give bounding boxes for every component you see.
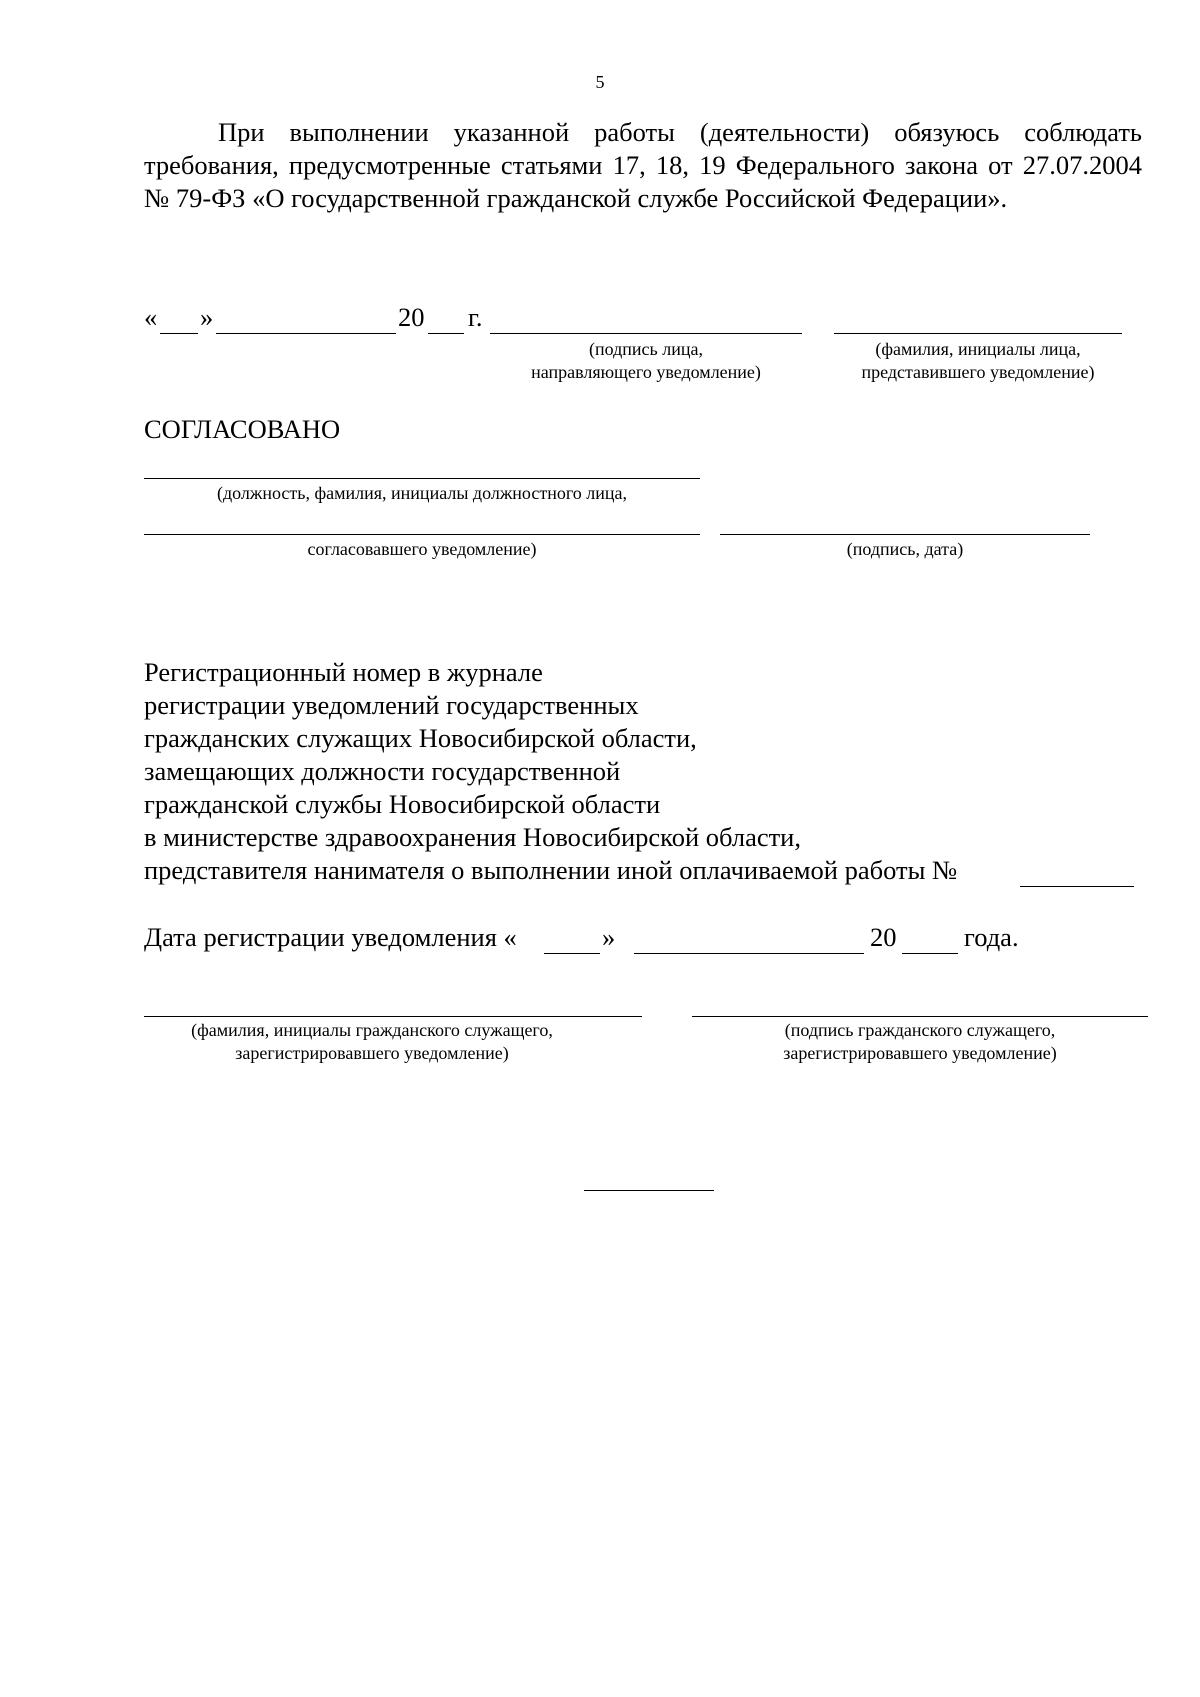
registration-line: Регистрационный номер в журнале xyxy=(144,657,543,687)
commitment-paragraph: При выполнении указанной работы (деятельности) обязуюсь соблюдать требования, предусмотренные статьями 17, 18, 19 Федерального закона от 27.07.2004 № 79-ФЗ «О государственной гражданской службе Российской Федерации». xyxy=(144,117,1142,213)
registration-date-label: Дата регистрации уведомления « xyxy=(144,922,517,952)
registration-line: гражданских служащих Новосибирской области, xyxy=(144,723,697,753)
approval-heading: СОГЛАСОВАНО xyxy=(144,414,341,444)
name-field[interactable] xyxy=(834,333,1122,334)
signature-field[interactable] xyxy=(490,333,802,334)
registration-year-suffix: года. xyxy=(964,922,1019,952)
year-field[interactable] xyxy=(428,333,464,334)
approval-signature-date-caption: (подпись, дата) xyxy=(846,539,964,559)
signature-caption: (подпись лица, направляющего уведомление) xyxy=(531,339,761,382)
approval-position-field-2[interactable] xyxy=(144,534,700,535)
registration-line: гражданской службы Новосибирской области xyxy=(144,789,661,819)
registration-number-field[interactable] xyxy=(1020,886,1134,887)
date-quote-open: « xyxy=(144,302,158,332)
year-prefix: 20 xyxy=(398,302,425,332)
registration-text xyxy=(144,656,957,887)
day-field[interactable] xyxy=(160,333,198,334)
registration-line: в министерстве здравоохранения Новосибирской области, xyxy=(144,822,801,852)
registration-line: замещающих должности государственной xyxy=(144,756,621,786)
registrar-signature-caption: (подпись гражданского служащего, зарегистрировавшего уведомление) xyxy=(783,1020,1057,1063)
registration-year-prefix: 20 xyxy=(870,922,897,952)
registration-day-field[interactable] xyxy=(544,953,600,954)
registrar-name-caption: (фамилия, инициалы гражданского служащего, зарегистрировавшего уведомление) xyxy=(191,1020,553,1063)
registration-date-quote-close: » xyxy=(602,922,616,952)
page-number: 5 xyxy=(595,72,605,92)
registrar-name-field[interactable] xyxy=(144,1016,642,1017)
registration-line: представителя нанимателя о выполнении иной оплачиваемой работы № xyxy=(144,855,958,885)
year-suffix: г. xyxy=(468,302,483,332)
name-caption: (фамилия, инициалы лица, представившего уведомление) xyxy=(861,339,1095,382)
approval-position-field[interactable] xyxy=(144,478,700,479)
registration-month-field[interactable] xyxy=(634,953,864,954)
registration-year-field[interactable] xyxy=(902,953,958,954)
approval-position-caption-cont: согласовавшего уведомление) xyxy=(307,539,537,559)
end-divider xyxy=(584,1190,714,1191)
date-quote-close: » xyxy=(200,302,214,332)
registrar-signature-field[interactable] xyxy=(692,1016,1148,1017)
registration-line: регистрации уведомлений государственных xyxy=(144,690,639,720)
approval-signature-date-field[interactable] xyxy=(720,534,1090,535)
approval-position-caption: (должность, фамилия, инициалы должностного лица, xyxy=(216,483,628,503)
month-field[interactable] xyxy=(216,333,396,334)
